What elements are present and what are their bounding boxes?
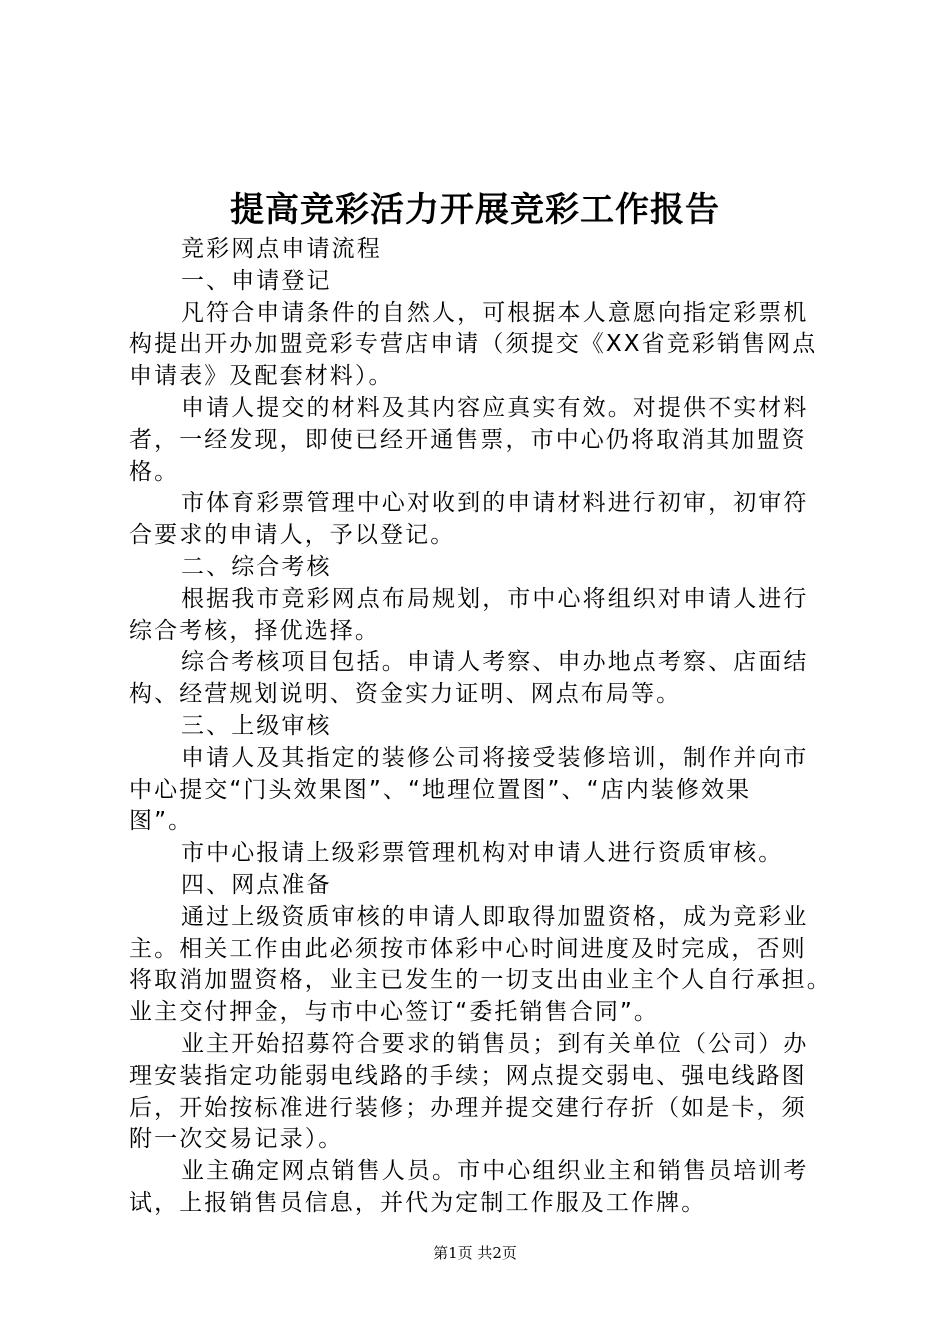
- text-line: 理安装指定功能弱电线路的手续；网点提交弱电、强电线路图: [129, 1062, 807, 1089]
- text-line: 综合考核项目包括。申请人考察、申办地点考察、店面结: [181, 649, 809, 676]
- text-line: 主。相关工作由此必须按市体彩中心时间进度及时完成，否则: [129, 935, 807, 962]
- text-line: 后，开始按标准进行装修；办理并提交建行存折（如是卡，须: [129, 1094, 807, 1121]
- text-line: 将取消加盟资格，业主已发生的一切支出由业主个人自行承担。: [129, 967, 832, 994]
- text-line: 附一次交易记录）。: [129, 1126, 344, 1153]
- text-line: 中心提交“门头效果图”、“地理位置图”、“店内装修效果: [129, 776, 752, 803]
- text-line: 构提出开办加盟竞彩专营店申请（须提交《XX省竞彩销售网点: [129, 331, 818, 358]
- text-line: 构、经营规划说明、资金实力证明、网点布局等。: [129, 681, 682, 708]
- text-line: 合要求的申请人，予以登记。: [129, 522, 456, 549]
- text-line: 格。: [129, 458, 180, 485]
- text-line: 申请人提交的材料及其内容应真实有效。对提供不实材料: [181, 394, 809, 421]
- page-footer: 第1页 共2页: [433, 1244, 517, 1262]
- text-line: 图”。: [129, 808, 194, 835]
- text-line: 申请表》及配套材料）。: [129, 363, 394, 390]
- text-line: 业主确定网点销售人员。市中心组织业主和销售员培训考: [181, 1158, 809, 1185]
- text-line: 试，上报销售员信息，并代为定制工作服及工作牌。: [129, 1189, 707, 1216]
- text-line: 市体育彩票管理中心对收到的申请材料进行初审，初审符: [181, 490, 809, 517]
- text-line: 业主开始招募符合要求的销售员；到有关单位（公司）办: [181, 1030, 809, 1057]
- text-line: 申请人及其指定的装修公司将接受装修培训，制作并向市: [181, 744, 809, 771]
- text-line: 三、上级审核: [181, 712, 332, 739]
- text-line: 竞彩网点申请流程: [181, 236, 382, 262]
- document-body: [129, 234, 835, 1220]
- text-line: 综合考核，择优选择。: [129, 617, 380, 644]
- text-line: 通过上级资质审核的申请人即取得加盟资格，成为竞彩业: [181, 903, 809, 930]
- text-line: 二、综合考核: [181, 553, 332, 580]
- document-title: 提高竞彩活力开展竞彩工作报告: [230, 190, 720, 230]
- text-line: 凡符合申请条件的自然人，可根据本人意愿向指定彩票机: [181, 299, 809, 326]
- text-line: 者，一经发现，即使已经开通售票，市中心仍将取消其加盟资: [129, 426, 807, 453]
- text-line: 业主交付押金，与市中心签订“委托销售合同”。: [129, 999, 660, 1026]
- text-line: 市中心报请上级彩票管理机构对申请人进行资质审核。: [181, 840, 784, 867]
- text-line: 根据我市竞彩网点布局规划，市中心将组织对申请人进行: [181, 585, 809, 612]
- text-line: 四、网点准备: [181, 871, 332, 898]
- text-line: 一、申请登记: [181, 267, 332, 294]
